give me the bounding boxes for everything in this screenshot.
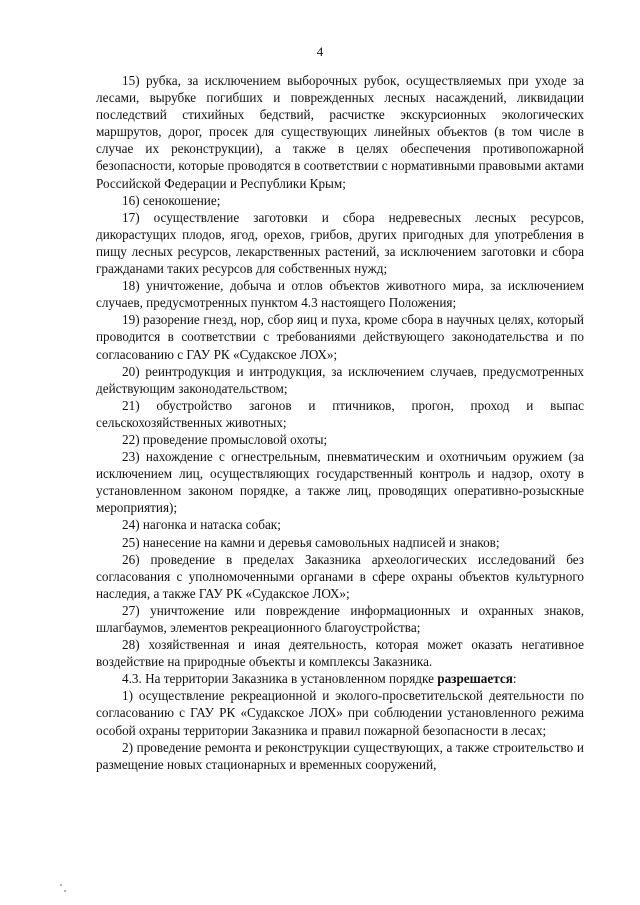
section-keyword: разрешается (437, 671, 513, 687)
list-item-26: 26) проведение в пределах Заказника археологических исследований без согласования с уполномоченными органами в сфере охраны объектов культурного наследия, а также ГАУ РК «Судакское ЛОХ»; (96, 551, 584, 601)
section-heading-4-3 (96, 670, 584, 687)
list-item-22: 22) проведение промысловой охоты; (122, 431, 328, 447)
list-item-18: 18) уничтожение, добыча и отлов объектов животного мира, за исключением случаев, предусмотренных пунктом 4.3 настоящего Положения; (96, 278, 584, 311)
list-item-24: 24) нагонка и натаска собак; (122, 517, 281, 533)
list-item-19: 19) разорение гнезд, нор, сбор яиц и пуха, кроме сбора в научных целях, который проводится в соответствии с требованиями действующего законодательства и по согласованию с ГАУ РК «Судакское ЛОХ»; (96, 312, 584, 362)
list-item-15: 15) рубка, за исключением выборочных рубок, осуществляемых при уходе за лесами, вырубке погибших и поврежденных лесных насаждений, ликвидации последствий стихийных бедствий, расчистке экскурсионных экологических маршрутов, дорог, просек для существующих линейных объектов (в том числе в случае их реконструкции), а также в целях обеспечения противопожарной безопасности, которые проводятся в соответствии с нормативными правовыми актами Российской Федерации и Республики Крым; (96, 73, 584, 191)
allowed-item-2: 2) проведение ремонта и реконструкции существующих, а также строительство и размещение новых стационарных и временных сооружений, (96, 739, 584, 772)
allowed-item-1: 1) осуществление рекреационной и эколого-просветительской деятельности по согласованию с ГАУ РК «Судакское ЛОХ» при соблюдении установленного режима особой охраны территории Заказника и правил пожарной безопасности в лесах; (96, 688, 584, 738)
list-item-16: 16) сенокошение; (122, 192, 221, 208)
list-item-28: 28) хозяйственная и иная деятельность, которая может оказать негативное воздействие на природные объекты и комплексы Заказника. (96, 637, 584, 670)
list-item-21: 21) обустройство загонов и птичников, прогон, проход и выпас сельскохозяйственных животных; (96, 397, 584, 430)
list-item-23: 23) нахождение с огнестрельным, пневматическим и охотничьим оружием (за исключением лиц, осуществляющих государственный контроль и надзор, охоту в установленном законом порядке, а также лиц, проводящих оперативно-розыскные мероприятия); (96, 449, 584, 516)
page-number: 4 (316, 44, 324, 59)
list-item-20: 20) реинтродукция и интродукция, за исключением случаев, предусмотренных действующим законодательством; (96, 363, 584, 396)
list-item-27: 27) уничтожение или повреждение информационных и охранных знаков, шлагбаумов, элементов рекреационного благоустройства; (96, 602, 584, 635)
list-item-17: 17) осуществление заготовки и сбора недревесных лесных ресурсов, дикорастущих плодов, ягод, орехов, грибов, других пригодных для употребления в пищу лесных ресурсов, лекарственных растений, за исключением заготовки и сбора гражданами таких ресурсов для собственных нужд; (96, 209, 584, 277)
scan-speck (60, 884, 62, 886)
section-colon: : (512, 671, 517, 687)
list-item-25: 25) нанесение на камни и деревья самовольных надписей и знаков; (122, 534, 500, 550)
document-body (96, 72, 584, 773)
section-lead: 4.3. На территории Заказника в установленном порядке (122, 671, 438, 687)
scan-speck (64, 890, 66, 892)
